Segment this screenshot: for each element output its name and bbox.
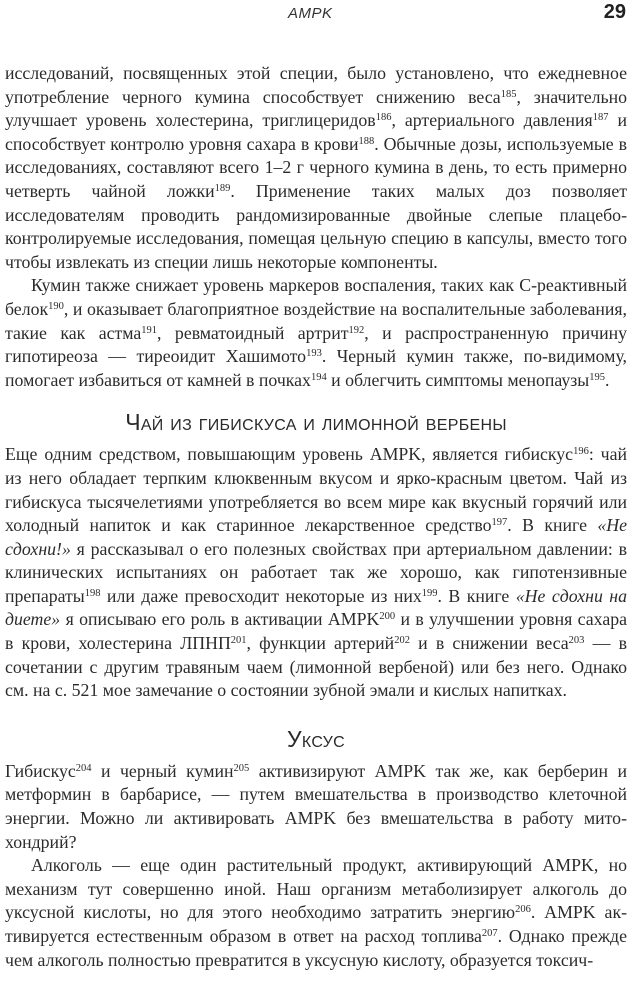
page-number: 29: [603, 1, 626, 23]
text-run: . Обычные дозы, используемые в исследованиях, составляют всего 1–2 г черного кумина в день, то есть примерно четверть чайной ложки: [5, 133, 627, 201]
running-head: AMPK: [288, 5, 333, 22]
paragraph: [5, 854, 627, 972]
text-run: или даже превосходит некоторые из них: [100, 585, 422, 606]
footnote-ref: 189: [214, 182, 231, 194]
footnote-ref: 206: [515, 904, 531, 916]
footnote-ref: 200: [379, 611, 396, 623]
paragraph: [5, 62, 627, 274]
text-run: Кумин также снижает уровень маркеров воспаления, таких как С-реактивный белок: [5, 275, 627, 319]
footnote-ref: 207: [481, 928, 498, 939]
footnote-ref: 188: [358, 135, 375, 147]
text-run: и способствует контролю уровня сахара в крови: [5, 110, 627, 154]
footnote-ref: 197: [491, 517, 508, 529]
text-run: . Черный кумин также, по-видимому, помогает избавиться от камней в почках: [5, 346, 627, 390]
body-text: [5, 62, 627, 972]
text-run: и в снижении веса: [409, 633, 569, 654]
text-run: активизируют AMPK так же, как берберин и метформин в барбарисе, — путем вмешательства в производство клеточной энергии. Можно ли активировать AMPK без вмешательства в работу митохондрий?: [5, 760, 627, 852]
text-run: Алкоголь — еще один растительный продукт, активирующий AMPK, но механизм тут совершенно иной. Наш организм метаболизирует алкоголь до уксусной кислоты, но для этого необходимо затратить энергию: [5, 855, 627, 923]
text-run: . AMPK активируется естественным образом в ответ на расход топлива: [5, 902, 628, 946]
text-run: и черный кумин: [91, 760, 234, 781]
text-run: исследований, посвященных этой специи, было установлено, что ежедневное употребление черного кумина способствует снижению веса: [5, 63, 627, 107]
footnote-ref: 203: [568, 635, 585, 647]
footnote-ref: 198: [84, 587, 101, 599]
footnote-ref: 190: [48, 300, 64, 312]
book-title: «Не сдохни на диете»: [5, 585, 627, 630]
text-run: , и оказывает благоприятное воздействие на воспалительные заболевания, такие как астма: [5, 298, 627, 343]
page-header: [0, 0, 636, 36]
text-run: , ревматоидный артрит: [157, 322, 349, 343]
text-run: Гибискус: [5, 760, 76, 781]
footnote-ref: 202: [394, 635, 410, 647]
text-run: . Однако прежде чем алкоголь полностью превратится в уксусную кислоту, образуется токсич-: [5, 926, 627, 970]
footnote-ref: 204: [75, 762, 92, 774]
text-run: . В книге: [507, 515, 598, 536]
text-run: , и распространенную причину гипотиреоза — тиреоидит Хашимото: [5, 322, 628, 367]
text-run: : чай из него обладает терпким клюквенным вкусом и ярко-красным цветом. Чай из гибискуса тысячелетиями употребляется во всем мире как вкусный горячий или холодный напиток и как старинное лекарственное средство: [5, 444, 627, 536]
paragraph: [5, 443, 627, 703]
footnote-ref: 186: [375, 112, 392, 124]
text-run: . Применение таких малых доз позволяет исследователям проводить рандомизированные двойные слепые плацебо-контролируемые исследования, помещая цельную специю в капсулы, вместо того чтобы извлекать из специи лишь некоторые компоненты.: [5, 180, 627, 272]
text-run: и в улучшении уровня сахара в крови, холестерина ЛПНП: [5, 609, 627, 654]
book-title: «Не сдохни!»: [5, 515, 627, 559]
footnote-ref: 185: [500, 88, 517, 100]
footnote-ref: 192: [348, 324, 365, 336]
footnote-ref: 195: [589, 371, 606, 383]
text-run: — в сочетании с другим травяным чаем (лимонной вербеной) или без него. Однако см. на с. 521 мое замечание о состоянии зубной эмали и кислых напитках.: [5, 633, 627, 701]
footnote-ref: 187: [592, 112, 609, 124]
footnote-ref: 196: [573, 446, 589, 458]
text-run: я описываю его роль в активации AMPK: [60, 609, 380, 630]
text-run: . В книге: [437, 585, 516, 606]
text-run: Еще одним средством, повышающим уровень AMPK, является гибискус: [5, 444, 574, 465]
text-run: , функции артерий: [246, 633, 395, 654]
paragraph: [5, 274, 627, 392]
text-run: и облегчить симптомы менопаузы: [326, 369, 590, 390]
section-heading-hibiscus-tea: Чай из гибискуса и лимонной вербены: [125, 409, 507, 436]
text-run: я рассказывал о его полезных свойствах при артериальном давлении: в клинических испытаниях он работает так же хорошо, как гипотензивные препараты: [5, 538, 627, 606]
section-heading-vinegar: Уксус: [287, 725, 345, 752]
footnote-ref: 194: [310, 371, 327, 383]
footnote-ref: 191: [141, 324, 158, 336]
paragraph: [5, 760, 627, 854]
footnote-ref: 201: [230, 635, 247, 647]
footnote-ref: 205: [233, 762, 250, 774]
footnote-ref: 193: [306, 348, 322, 360]
text-run: .: [605, 369, 610, 390]
text-run: , артериального давления: [391, 110, 593, 131]
text-run: , значительно улучшает уровень холестерина, триглицеридов: [5, 86, 627, 131]
footnote-ref: 199: [421, 587, 438, 599]
